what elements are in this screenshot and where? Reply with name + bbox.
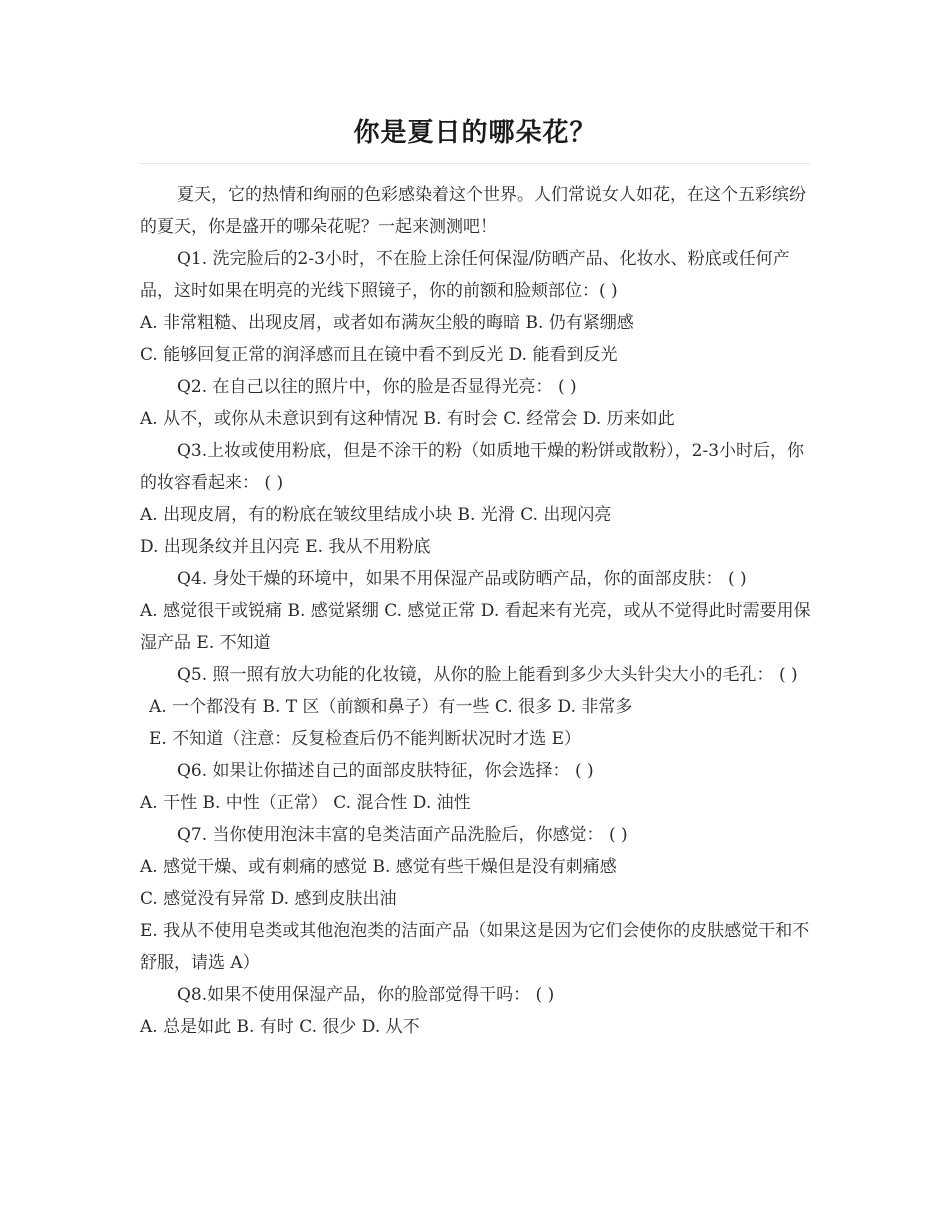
question-5-options-line-1: A. 一个都没有 B. T 区（前额和鼻子）有一些 C. 很多 D. 非常多 [149,697,633,717]
question-7-options-line-2: C. 感觉没有异常 D. 感到皮肤出油 [140,889,397,909]
question-6-options: A. 干性 B. 中性（正常） C. 混合性 D. 油性 [140,793,471,813]
question-4-options: A. 感觉很干或锐痛 B. 感觉紧绷 C. 感觉正常 D. 看起来有光亮，或从不觉得此时需要用保湿产品 E. 不知道 [140,601,811,653]
question-1-options-line-1: A. 非常粗糙、出现皮屑，或者如布满灰尘般的晦暗 B. 仍有紧绷感 [140,313,634,333]
question-2: Q2. 在自己以往的照片中，你的脸是否显得光亮： ( ) [177,377,577,397]
question-8-options: A. 总是如此 B. 有时 C. 很少 D. 从不 [140,1017,420,1037]
question-7: Q7. 当你使用泡沫丰富的皂类洁面产品洗脸后，你感觉： ( ) [177,825,628,845]
question-3: Q3.上妆或使用粉底，但是不涂干的粉（如质地干燥的粉饼或散粉），2-3小时后，你的妆容看起来： ( ) [140,441,805,493]
question-8: Q8.如果不使用保湿产品，你的脸部觉得干吗： ( ) [177,985,555,1005]
question-7-options-line-3: E. 我从不使用皂类或其他泡泡类的洁面产品（如果这是因为它们会使你的皮肤感觉干和不舒服，请选 A） [140,921,810,973]
question-1: Q1. 洗完脸后的2-3小时，不在脸上涂任何保湿/防晒产品、化妆水、粉底或任何产品，这时如果在明亮的光线下照镜子，你的前额和脸颊部位：( ) [140,249,790,301]
question-2-options: A. 从不，或你从未意识到有这种情况 B. 有时会 C. 经常会 D. 历来如此 [140,409,675,429]
question-4: Q4. 身处干燥的环境中，如果不用保湿产品或防晒产品，你的面部皮肤： ( ) [177,569,747,589]
question-7-options-line-1: A. 感觉干燥、或有刺痛的感觉 B. 感觉有些干燥但是没有刺痛感 [140,857,617,877]
page-title: 你是夏日的哪朵花？ [353,118,597,148]
intro-paragraph: 夏天，它的热情和绚丽的色彩感染着这个世界。人们常说女人如花，在这个五彩缤纷的夏天，你是盛开的哪朵花呢？一起来测测吧！ [140,185,806,237]
question-5: Q5. 照一照有放大功能的化妆镜，从你的脸上能看到多少大头针尖大小的毛孔： ( ) [177,665,798,685]
question-3-options-line-1: A. 出现皮屑，有的粉底在皱纹里结成小块 B. 光滑 C. 出现闪亮 [140,505,612,525]
title-divider [140,163,810,164]
question-5-options-line-2: E. 不知道（注意：反复检查后仍不能判断状况时才选 E） [149,729,582,749]
question-3-options-line-2: D. 出现条纹并且闪亮 E. 我从不用粉底 [140,537,431,557]
question-1-options-line-2: C. 能够回复正常的润泽感而且在镜中看不到反光 D. 能看到反光 [140,345,618,365]
question-6: Q6. 如果让你描述自己的面部皮肤特征，你会选择： ( ) [177,761,594,781]
document-body [140,179,812,1043]
